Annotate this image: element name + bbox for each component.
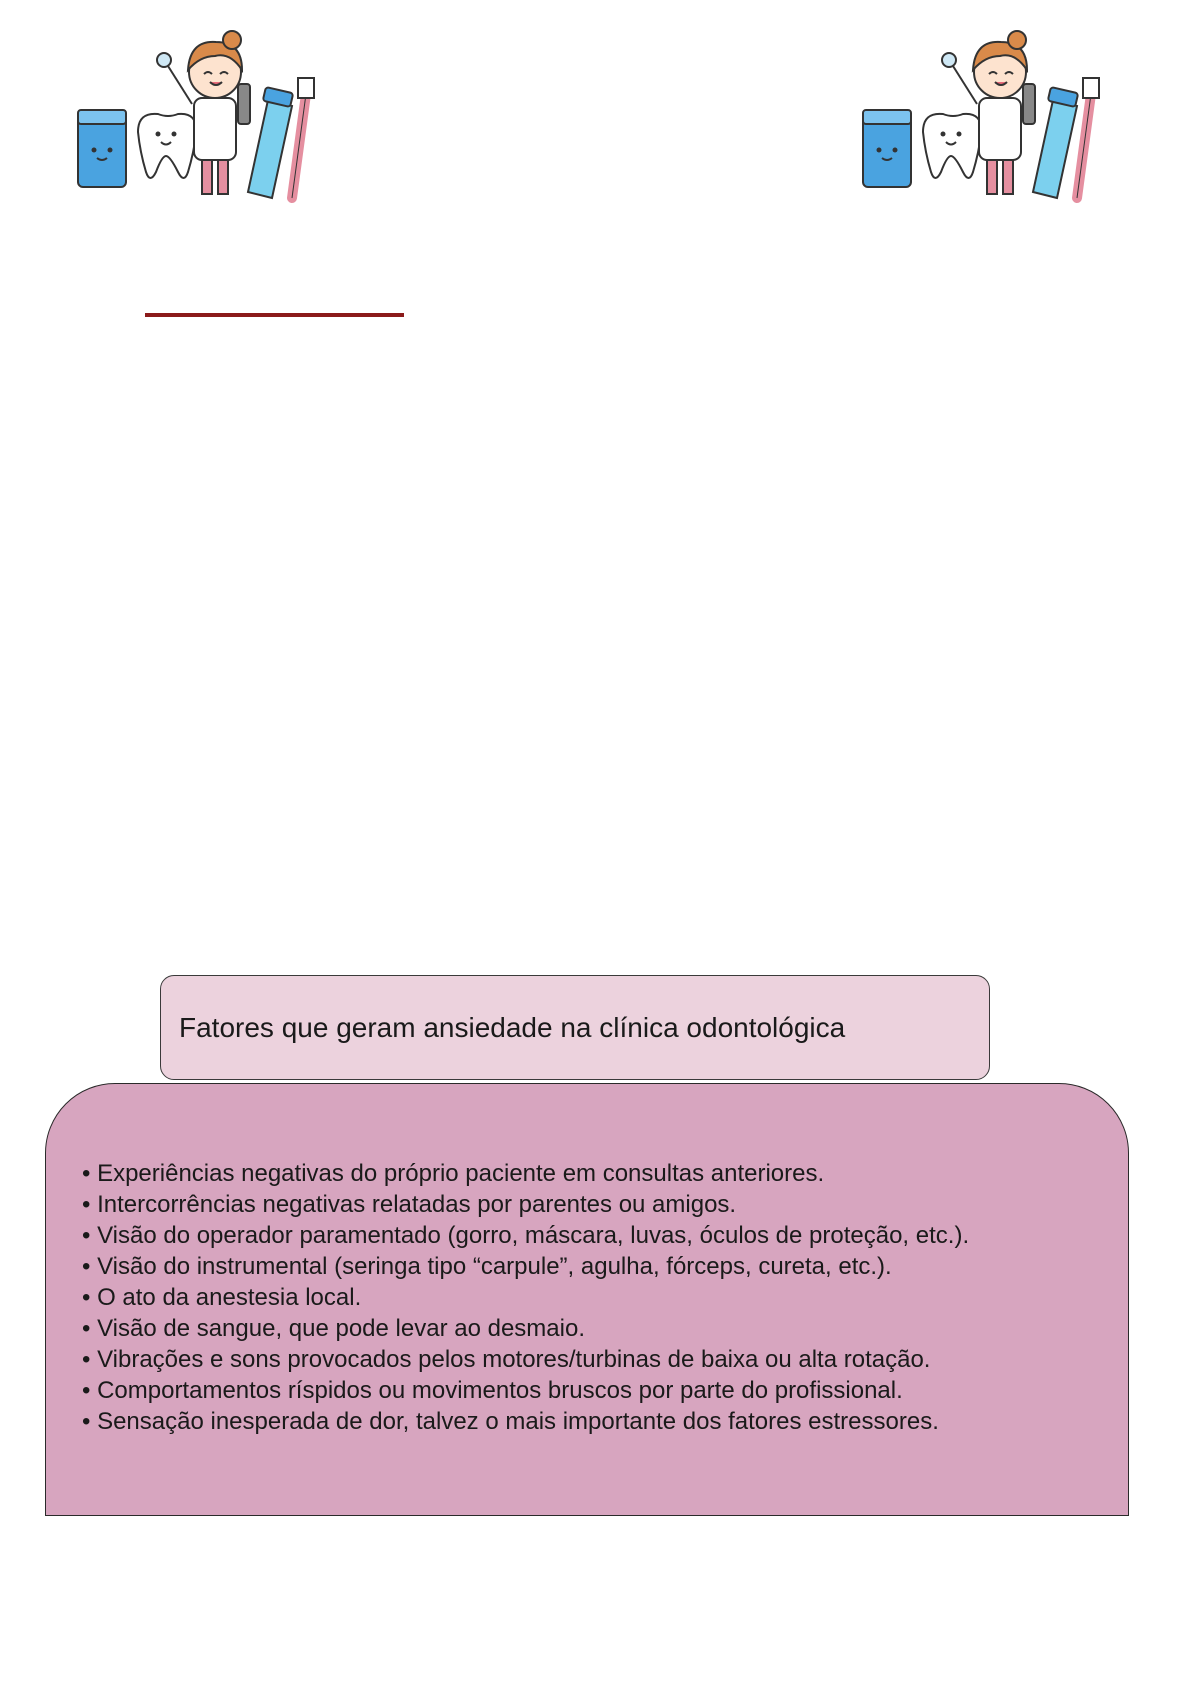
dentist-cartoon-icon <box>70 22 325 212</box>
list-item: • Visão do instrumental (seringa tipo “carpule”, agulha, fórceps, cureta, etc.). <box>82 1253 892 1280</box>
list-item: • Vibrações e sons provocados pelos motores/turbinas de baixa ou alta rotação. <box>82 1346 931 1373</box>
list-item: • Visão de sangue, que pode levar ao desmaio. <box>82 1315 585 1342</box>
list-item: • Comportamentos ríspidos ou movimentos bruscos por parte do profissional. <box>82 1377 903 1404</box>
factors-list-box <box>45 1083 1129 1516</box>
list-item: • Intercorrências negativas relatadas por parentes ou amigos. <box>82 1191 737 1218</box>
list-item: • O ato da anestesia local. <box>82 1284 362 1311</box>
title-underline <box>145 313 404 317</box>
factors-title: Fatores que geram ansiedade na clínica odontológica <box>179 1011 846 1043</box>
dentist-cartoon-icon <box>855 22 1110 212</box>
list-item: • Visão do operador paramentado (gorro, máscara, luvas, óculos de proteção, etc.). <box>82 1222 970 1249</box>
list-item: • Experiências negativas do próprio paciente em consultas anteriores. <box>82 1160 825 1187</box>
factors-list <box>82 1158 1088 1437</box>
list-item: • Sensação inesperada de dor, talvez o mais importante dos fatores estressores. <box>82 1408 939 1435</box>
factors-header-box <box>160 975 990 1080</box>
